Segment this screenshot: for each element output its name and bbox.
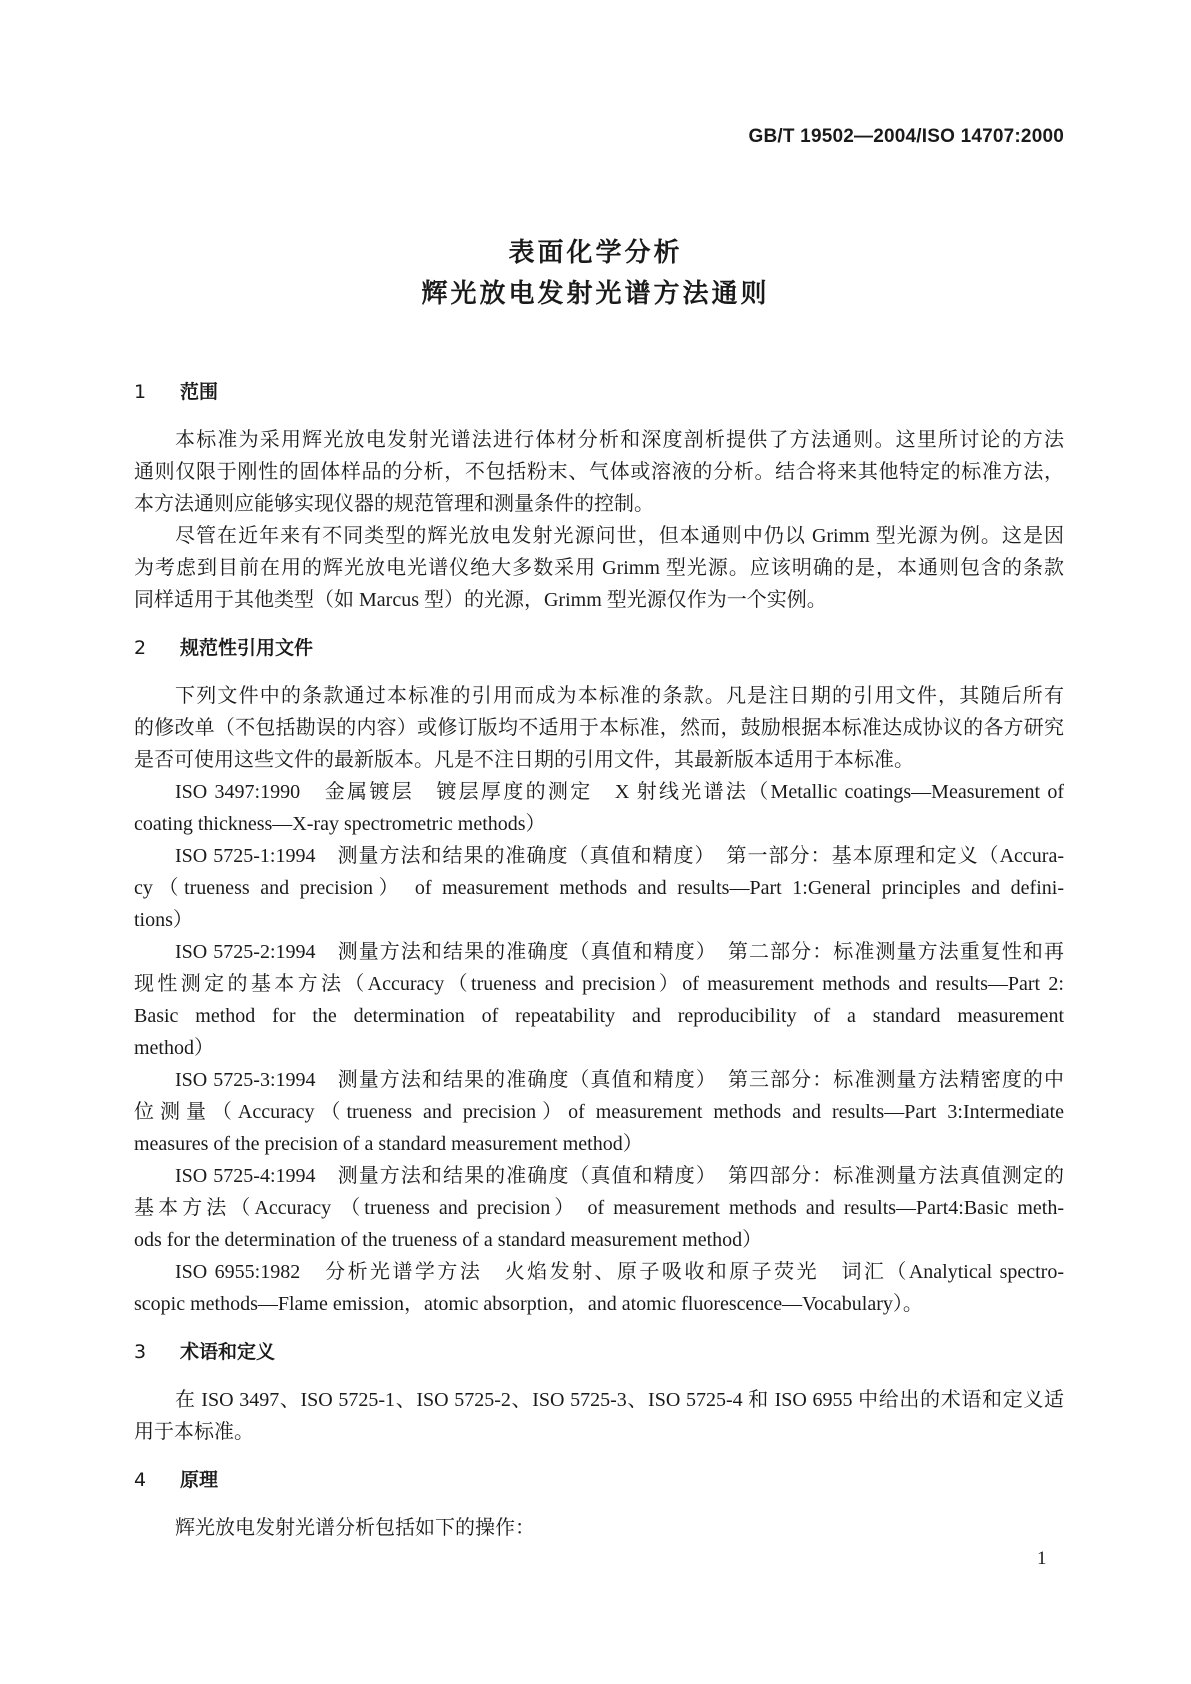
paragraph	[134, 936, 1064, 1064]
text-line: 辉光放电发射光谱分析包括如下的操作：	[175, 1517, 535, 1539]
section-2	[134, 632, 1064, 1320]
text-line: 在 ISO 3497、ISO 5725-1、ISO 5725-2、ISO 5725-3、ISO 5725-4 和 ISO 6955 中给出的术语和定义适	[175, 1389, 1064, 1411]
document-subtitle: 辉光放电发射光谱方法通则	[421, 279, 770, 309]
page-number: 1	[1037, 1548, 1047, 1569]
text-line: 现性测定的基本方法（Accuracy（trueness and precision）of measurement methods and results—Part 2:	[134, 973, 1064, 995]
text-line: ISO 5725-2:1994 测量方法和结果的准确度（真值和精度） 第二部分：标准测量方法重复性和再	[175, 941, 1064, 963]
text-line: 下列文件中的条款通过本标准的引用而成为本标准的条款。凡是注日期的引用文件，其随后所有	[175, 685, 1064, 707]
paragraph	[134, 840, 1064, 936]
paragraph	[134, 680, 1064, 776]
section-number: 1	[134, 381, 147, 403]
text-line: 尽管在近年来有不同类型的辉光放电发射光源问世，但本通则中仍以 Grimm 型光源为例。这是因	[175, 525, 1064, 547]
paragraph	[134, 520, 1064, 616]
text-line: 用于本标准。	[134, 1421, 254, 1443]
standard-code: GB/T 19502—2004/ISO 14707:2000	[748, 126, 1064, 147]
section-title: 范围	[180, 381, 219, 403]
section-title: 规范性引用文件	[180, 637, 314, 659]
text-line: 同样适用于其他类型（如 Marcus 型）的光源，Grimm 型光源仅作为一个实例。	[134, 589, 827, 611]
section-3	[134, 1336, 1064, 1448]
paragraph	[134, 1064, 1064, 1160]
paragraph	[134, 1256, 1064, 1320]
section-number: 2	[134, 637, 147, 659]
document-body	[134, 360, 1064, 1544]
text-line: 本标准为采用辉光放电发射光谱法进行体材分析和深度剖析提供了方法通则。这里所讨论的方法	[175, 429, 1064, 451]
section-number: 4	[134, 1469, 147, 1491]
text-line: method）	[134, 1037, 214, 1059]
paragraph	[134, 1512, 1064, 1544]
section-4	[134, 1464, 1064, 1544]
section-heading	[134, 376, 1064, 408]
text-line: 本方法通则应能够实现仪器的规范管理和测量条件的控制。	[134, 493, 654, 515]
text-line: ods for the determination of the trueness of a standard measurement method）	[134, 1229, 763, 1251]
text-line: measures of the precision of a standard measurement method）	[134, 1133, 643, 1155]
section-heading	[134, 1464, 1064, 1496]
paragraph	[134, 776, 1064, 840]
paragraph	[134, 1384, 1064, 1448]
text-line: 是否可使用这些文件的最新版本。凡是不注日期的引用文件，其最新版本适用于本标准。	[134, 749, 914, 771]
text-line: tions）	[134, 909, 193, 931]
text-line: Basic method for the determination of repeatability and reproducibility of a standard measurement	[134, 1005, 1064, 1027]
section-1	[134, 376, 1064, 616]
text-line: 位测量（Accuracy（trueness and precision）of measurement methods and results—Part 3:Intermediate	[134, 1101, 1064, 1123]
text-line: scopic methods—Flame emission，atomic absorption，and atomic fluorescence—Vocabulary）。	[134, 1293, 923, 1315]
text-line: 为考虑到目前在用的辉光放电光谱仪绝大多数采用 Grimm 型光源。应该明确的是，本通则包含的条款	[134, 557, 1064, 579]
section-number: 3	[134, 1341, 147, 1363]
text-line: 的修改单（不包括勘误的内容）或修订版均不适用于本标准，然而，鼓励根据本标准达成协议的各方研究	[134, 717, 1064, 739]
text-line: cy（trueness and precision） of measurement methods and results—Part 1:General principles and defini-	[134, 877, 1064, 899]
section-heading	[134, 632, 1064, 664]
text-line: ISO 5725-3:1994 测量方法和结果的准确度（真值和精度） 第三部分：标准测量方法精密度的中	[175, 1069, 1064, 1091]
text-line: ISO 6955:1982 分析光谱学方法 火焰发射、原子吸收和原子荧光 词汇（Analytical spectro-	[175, 1261, 1064, 1283]
text-line: ISO 3497:1990 金属镀层 镀层厚度的测定 X 射线光谱法（Metallic coatings—Measurement of	[175, 781, 1064, 803]
text-line: ISO 5725-4:1994 测量方法和结果的准确度（真值和精度） 第四部分：标准测量方法真值测定的	[175, 1165, 1064, 1187]
text-line: 通则仅限于刚性的固体样品的分析，不包括粉末、气体或溶液的分析。结合将来其他特定的标准方法，	[134, 461, 1064, 483]
document-title: 表面化学分析	[508, 238, 683, 268]
paragraph	[134, 424, 1064, 520]
section-heading	[134, 1336, 1064, 1368]
section-title: 原理	[180, 1469, 219, 1491]
text-line: coating thickness—X-ray spectrometric methods）	[134, 813, 546, 835]
paragraph	[134, 1160, 1064, 1256]
section-title: 术语和定义	[180, 1341, 276, 1363]
text-line: ISO 5725-1:1994 测量方法和结果的准确度（真值和精度） 第一部分：基本原理和定义（Accura-	[175, 845, 1064, 867]
text-line: 基本方法（Accuracy （trueness and precision） of measurement methods and results—Part4:Basic meth-	[134, 1197, 1064, 1219]
